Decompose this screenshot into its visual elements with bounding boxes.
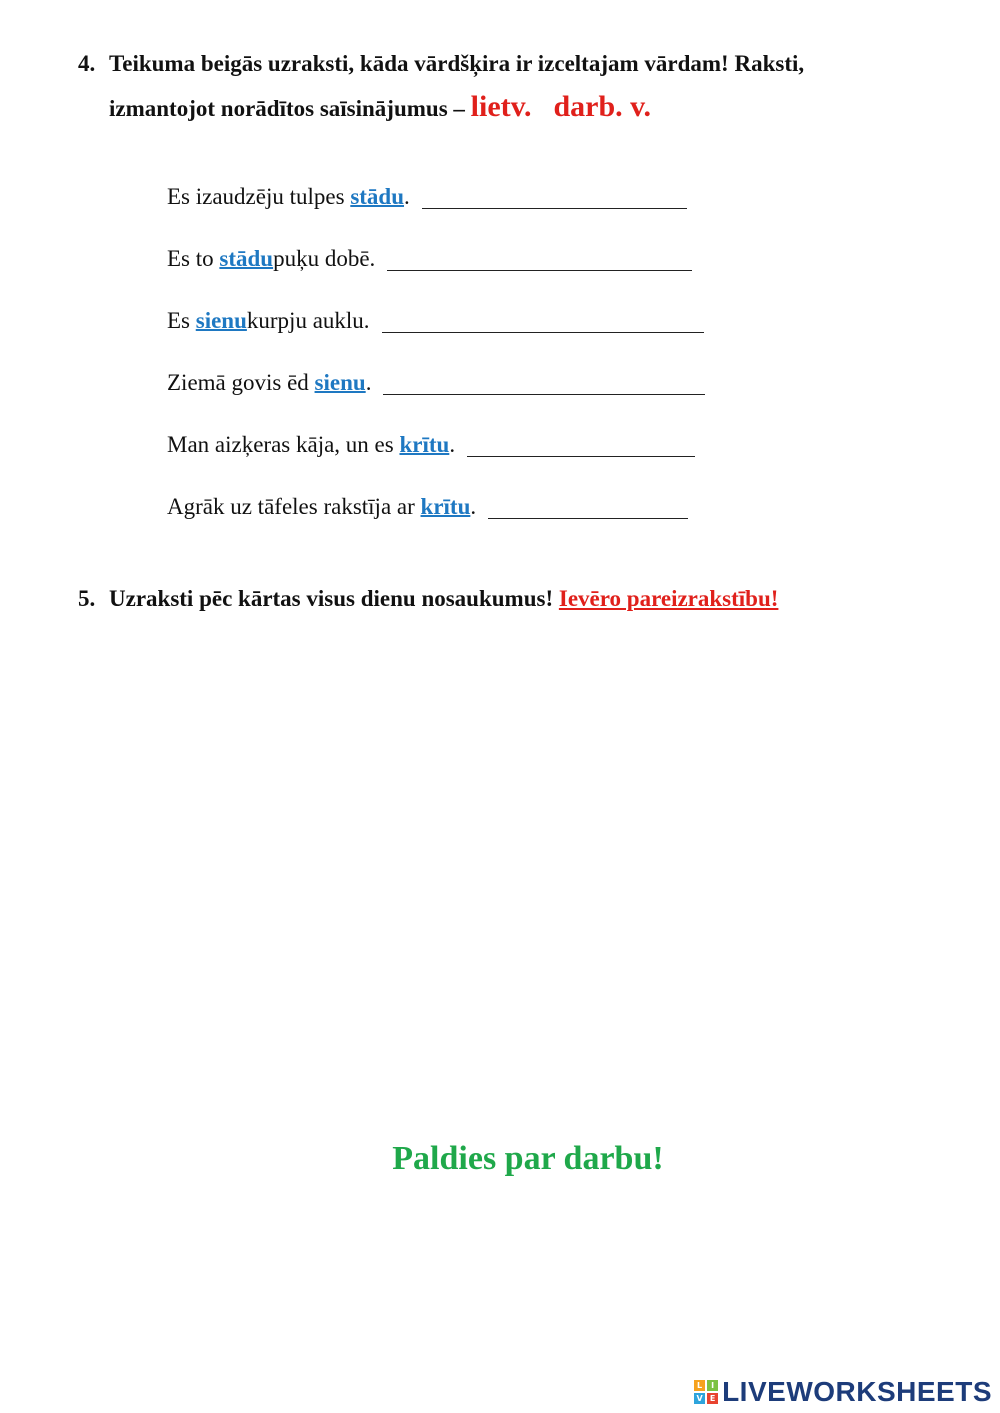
task-5 — [78, 577, 948, 620]
logo-tile: V — [694, 1393, 705, 1404]
sentence-item — [167, 298, 767, 360]
sentence-item — [167, 174, 767, 236]
sentence-text-after: . — [404, 184, 410, 209]
sentence-list — [167, 174, 767, 546]
sentence-text-before: Ziemā govis ēd — [167, 370, 309, 395]
sentence-text-before: Agrāk uz tāfeles rakstīja ar — [167, 494, 415, 519]
answer-blank[interactable] — [383, 393, 705, 395]
task-4-instruction-text: izmantojot norādītos saīsinājumus – — [109, 96, 465, 121]
answer-blank[interactable] — [422, 207, 687, 209]
sentence-text-before: Man aizķeras kāja, un es — [167, 432, 394, 457]
spelling-warning: Ievēro pareizrakstību! — [558, 586, 779, 611]
sentence-text-before: Es izaudzēju tulpes — [167, 184, 345, 209]
sentence-item — [167, 236, 767, 298]
answer-blank[interactable] — [382, 331, 704, 333]
sentence-item — [167, 484, 767, 546]
abbr-verb: darb. v. — [553, 90, 652, 123]
liveworksheets-logo — [694, 1376, 992, 1408]
task-number: 4. — [78, 51, 96, 76]
logo-tile: E — [707, 1393, 718, 1404]
task-4-instruction-line-1: Teikuma beigās uzraksti, kāda vārdšķira ir izceltajam vārdam! Raksti, — [109, 51, 805, 76]
task-4 — [78, 42, 948, 130]
logo-text: LIVEWORKSHEETS — [722, 1376, 992, 1407]
sentence-keyword: stādu — [350, 184, 405, 209]
sentence-text-before: Es to — [167, 246, 214, 271]
task-4-instruction-line-2 — [109, 85, 948, 130]
sentence-text-before: Es — [167, 308, 190, 333]
task-5-instruction: Uzraksti pēc kārtas visus dienu nosaukumus! — [109, 586, 554, 611]
sentence-text-after: puķu dobē. — [273, 246, 376, 271]
sentence-text-after: . — [470, 494, 477, 519]
task-number: 5. — [78, 586, 96, 611]
sentence-item — [167, 360, 767, 422]
answer-blank[interactable] — [467, 455, 695, 457]
logo-tiles-icon — [694, 1380, 718, 1404]
sentence-keyword: krītu — [399, 432, 450, 457]
sentence-text-after: . — [449, 432, 456, 457]
logo-tile: L — [694, 1380, 705, 1391]
sentence-keyword: sienu — [314, 370, 366, 395]
answer-blank[interactable] — [387, 269, 692, 271]
thanks-message: Paldies par darbu! — [392, 1140, 664, 1177]
sentence-text-after: . — [365, 370, 372, 395]
sentence-keyword: krītu — [420, 494, 471, 519]
sentence-item — [167, 422, 767, 484]
answer-blank[interactable] — [488, 517, 688, 519]
sentence-text-after: kurpju auklu. — [246, 308, 370, 333]
sentence-keyword: sienu — [195, 308, 247, 333]
logo-tile: I — [707, 1380, 718, 1391]
abbr-noun: lietv. — [470, 90, 532, 123]
sentence-keyword: stādu — [219, 246, 274, 271]
